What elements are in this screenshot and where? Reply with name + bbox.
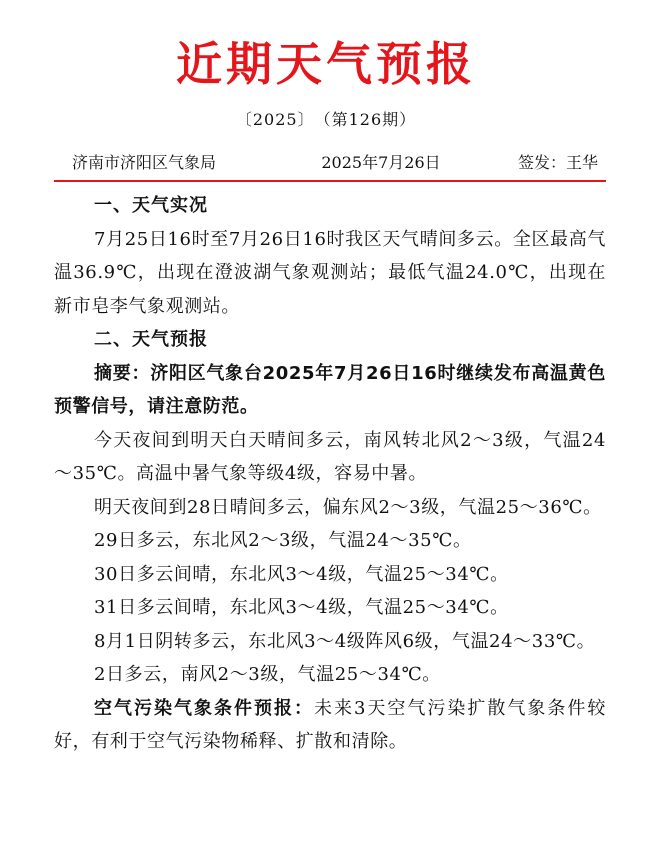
- header-meta: [72, 152, 598, 174]
- forecast-day: 2日多云，南风2～3级，气温25～34℃。: [94, 664, 441, 685]
- forecast-day: 30日多云间晴，东北风3～4级，气温25～34℃。: [94, 563, 509, 585]
- issue-number: [0, 108, 652, 132]
- section-heading-observed: 一、天气实况: [94, 195, 208, 216]
- section-heading-forecast: 二、天气预报: [94, 329, 208, 350]
- pollution-forecast: [54, 692, 606, 759]
- forecast-day: 今天夜间到明天白天晴间多云，南风转北风2～3级，气温24～35℃。高温中暑气象等级4级，容易中暑。: [54, 429, 606, 484]
- warning-summary: 摘要：济阳区气象台2025年7月26日16时继续发布高温黄色预警信号，请注意防范。: [54, 362, 606, 417]
- document-body: [54, 189, 606, 759]
- issuing-agency: 济南市济阳区气象局: [72, 153, 217, 172]
- forecast-day: 31日多云间晴，东北风3～4级，气温25～34℃。: [94, 597, 509, 618]
- signer: 签发：王华: [517, 153, 598, 172]
- header-divider: [54, 180, 606, 182]
- observed-paragraph: 7月25日16时至7月26日16时我区天气晴间多云。全区最高气温36.9℃，出现在澄波湖气象观测站；最低气温24.0℃，出现在新市皂李气象观测站。: [54, 228, 606, 317]
- forecast-day: 29日多云，东北风2～3级，气温24～35℃。: [94, 530, 472, 551]
- forecast-day: 8月1日阴转多云，东北风3～4级阵风6级，气温24～33℃。: [94, 630, 596, 652]
- pollution-text: 未来3天空气污染扩散气象条件较好，有利于空气污染物稀释、扩散和清除。: [54, 697, 606, 752]
- issue-count: （第126期）: [322, 110, 417, 129]
- document-title: 近期天气预报: [176, 37, 476, 91]
- pollution-label: 空气污染气象条件预报：: [94, 697, 314, 719]
- issue-year: 〔2025〕: [235, 110, 315, 129]
- issue-date: 2025年7月26日: [321, 153, 441, 172]
- forecast-day: 明天夜间到28日晴间多云，偏东风2～3级，气温25～36℃。: [94, 496, 602, 518]
